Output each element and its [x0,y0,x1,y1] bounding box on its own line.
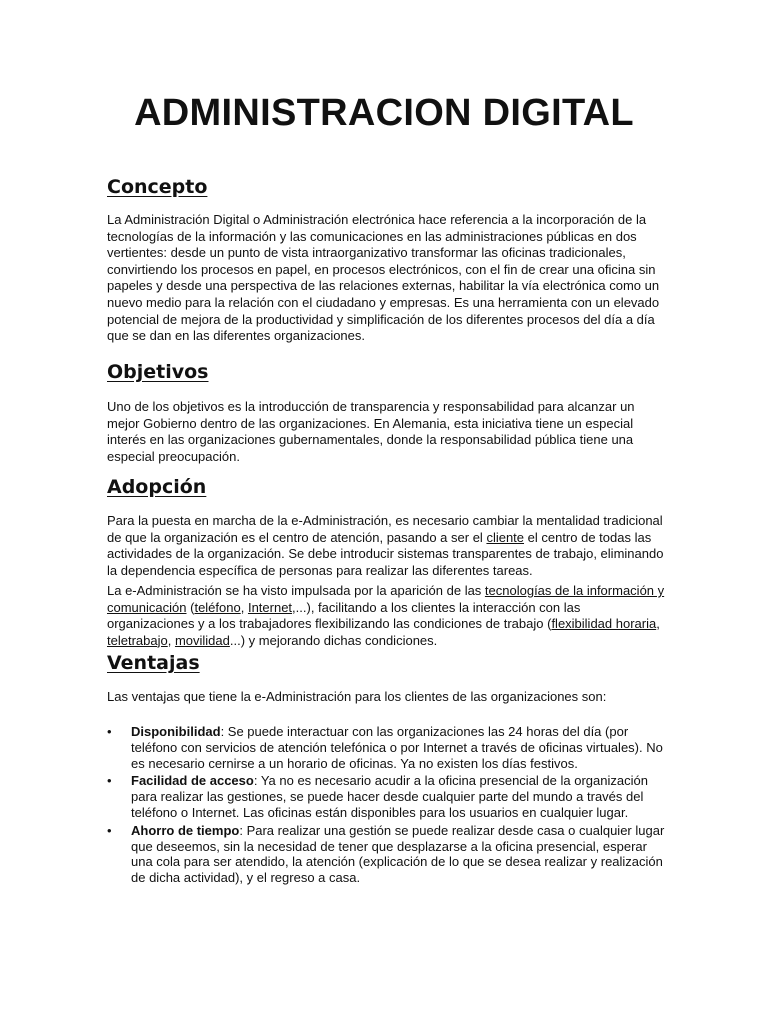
list-item-text: : Ya no es necesario acudir a la oficina presencial de la organización para realizar las gestiones, se puede hacer desde cualquier parte del mundo a través del teléfono o Internet. Las oficinas están disponibles para los usuarios en cualquier lugar. [131,773,648,820]
text-run: , [656,616,660,632]
text-run: La e-Administración se ha visto impulsada por la aparición de las [107,583,485,598]
text-run: ...) y mejorando dichas condiciones. [229,632,438,648]
bullet-icon: • [107,724,112,739]
ventajas-list [107,724,667,888]
link-flexibilidad-horaria[interactable]: flexibilidad horaria [551,616,657,632]
section-heading-ventajas: Ventajas [107,652,200,674]
link-movilidad[interactable]: movilidad [174,632,230,648]
text-run: ,...), facilitando a los clientes la interacción con las organizaciones y a los trabajadores flexibilizando las condiciones de trabajo ( [107,599,581,632]
text-run: Para la puesta en marcha de la e-Administración, es necesario cambiar la mentalidad tradicional de que la organización es el centro de atención, pasando a ser el [107,513,663,545]
link-tecnologias[interactable]: tecnologías de la información y comunicación [107,583,665,615]
paragraph-concepto: La Administración Digital o Administración electrónica hace referencia a la incorporación de la tecnologías de la información y las comunicaciones en las administraciones públicas en dos vertientes: desde un punto de vista intraorganizativo transformar las oficinas tradicionales, convirtiendo los procesos en papel, en procesos electrónicos, con el fin de crear una oficina sin papeles y desde una perspectiva de las relaciones externas, habilitar la vía electrónica como un nuevo medio para la relación con el ciudadano y empresas. Es una herramienta con un elevado potencial de mejora de la productividad y simplificación de los diferentes procesos del día a día que se dan en las diferentes organizaciones. [107,212,660,344]
bullet-icon: • [107,822,112,838]
list-item [107,823,667,886]
paragraph-objetivos: Uno de los objetivos es la introducción de transparencia y responsabilidad para alcanzar un mejor Gobierno dentro de las organizaciones. En Alemania, esta iniciativa tiene un especial interés en las organizaciones gubernamentales, donde la responsabilidad pública tiene una especial preocupación. [107,399,635,464]
text-run: , [167,632,175,648]
text-run: ( [186,599,195,615]
link-teletrabajo[interactable]: teletrabajo [107,632,168,648]
list-item [107,773,667,820]
list-item-text: : Para realizar una gestión se puede realizar desde casa o cualquier lugar que deseemos, sin la necesidad de tener que desplazarse a la oficina presencial, esperar una cola para ser atendido, la atención (explicación de lo que se desea realizar y realización de dicha actividad), y el regreso a casa. [131,822,665,886]
section-heading-concepto: Concepto [107,176,208,198]
document-title: ADMINISTRACION DIGITAL [134,92,634,134]
section-heading-objetivos: Objetivos [107,361,209,383]
bullet-icon: • [107,773,112,789]
list-item-term: Ahorro de tiempo [131,822,240,838]
list-item-text: : Se puede interactuar con las organizaciones las 24 horas del día (por teléfono con servicios de atención telefónica o por Internet a través de oficinas virtuales). No es necesario cernirse a un horario de oficinas. Ya no existen los días festivos. [131,724,663,771]
link-internet[interactable]: Internet [247,599,293,615]
link-cliente[interactable]: cliente [486,529,525,545]
list-item [107,724,667,771]
text-run: , [240,599,248,615]
paragraph-adopcion-2 [107,583,667,649]
text-run: el centro de todas las actividades de la organización. Se debe introducir sistemas transparentes de trabajo, eliminando la dependencia específica de personas para realizar las diferentes tareas. [107,529,664,578]
section-heading-adopcion: Adopción [107,476,207,498]
paragraph-ventajas-intro: Las ventajas que tiene la e-Administración para los clientes de las organizaciones son: [107,689,607,704]
list-item-term: Disponibilidad [131,724,221,739]
list-item-term: Facilidad de acceso [131,773,254,789]
link-telefono[interactable]: teléfono [194,599,241,615]
paragraph-adopcion-1 [107,513,667,579]
